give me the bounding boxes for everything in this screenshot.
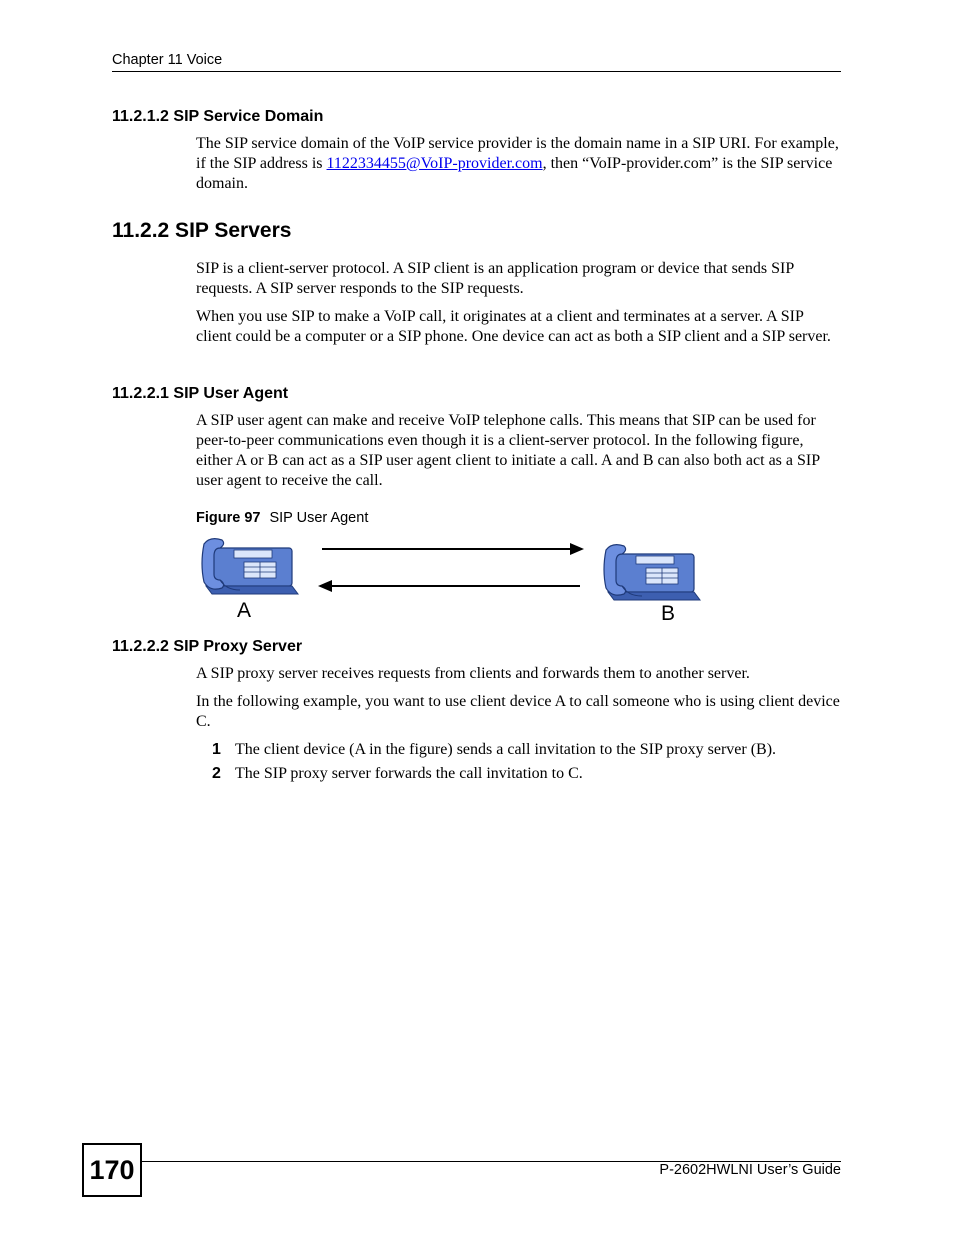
arrow-right-icon	[322, 543, 584, 555]
section-title-sip-user-agent: 11.2.2.1 SIP User Agent	[112, 385, 289, 402]
figure-number: Figure 97	[196, 510, 261, 526]
phone-icon	[202, 539, 298, 594]
sip-address-link[interactable]: 1122334455@VoIP-provider.com	[326, 155, 543, 172]
figure-sip-user-agent	[196, 530, 706, 626]
paragraph-sip-proxy-1: A SIP proxy server receives requests from clients and forwards them to another server.	[196, 665, 750, 682]
header-rule	[112, 71, 841, 72]
page-number: 170	[82, 1143, 142, 1197]
section-title-sip-servers: 11.2.2 SIP Servers	[112, 219, 292, 242]
step-number: 1	[212, 741, 221, 758]
step-text: The SIP proxy server forwards the call invitation to C.	[235, 765, 583, 782]
paragraph-sip-servers-2: When you use SIP to make a VoIP call, it originates at a client and terminates at a server. A SIP client could be a computer or a SIP phone. One device can act as both a SIP client and a SIP server.	[196, 308, 831, 345]
step-text: The client device (A in the figure) sends a call invitation to the SIP proxy server (B).	[235, 741, 777, 758]
step-number: 2	[212, 765, 221, 782]
phone-icon	[604, 545, 700, 600]
figure-caption	[196, 510, 368, 526]
figure-svg	[196, 530, 706, 626]
paragraph-sip-user-agent: A SIP user agent can make and receive VoIP telephone calls. This means that SIP can be used for peer-to-peer communications even though it is a client-server protocol. In the following figure, either A or B can act as a SIP user agent client to initiate a call. A and B can also both act as a SIP user agent to receive the call.	[196, 412, 820, 489]
section-title-sip-service-domain: 11.2.1.2 SIP Service Domain	[112, 108, 324, 125]
paragraph-sip-servers-1: SIP is a client-server protocol. A SIP client is an application program or device that sends SIP requests. A SIP server responds to the SIP requests.	[196, 260, 794, 297]
arrow-left-icon	[318, 580, 580, 592]
paragraph-sip-proxy-2: In the following example, you want to use client device A to call someone who is using client device C.	[196, 693, 840, 730]
paragraph-text: , then “VoIP-provider.com” is the SIP service domain.	[196, 155, 833, 192]
label-b: B	[660, 602, 676, 625]
running-footer-guide: P-2602HWLNI User’s Guide	[659, 1162, 841, 1178]
figure-title: SIP User Agent	[269, 510, 369, 526]
label-a: A	[236, 599, 252, 622]
paragraph-text: The SIP service domain of the VoIP service provider is the domain name in a SIP URI. For example, if the SIP address is	[196, 135, 839, 172]
section-title-sip-proxy-server: 11.2.2.2 SIP Proxy Server	[112, 638, 303, 655]
running-header-chapter: Chapter 11 Voice	[112, 52, 223, 68]
paragraph-sip-service-domain	[196, 134, 842, 194]
